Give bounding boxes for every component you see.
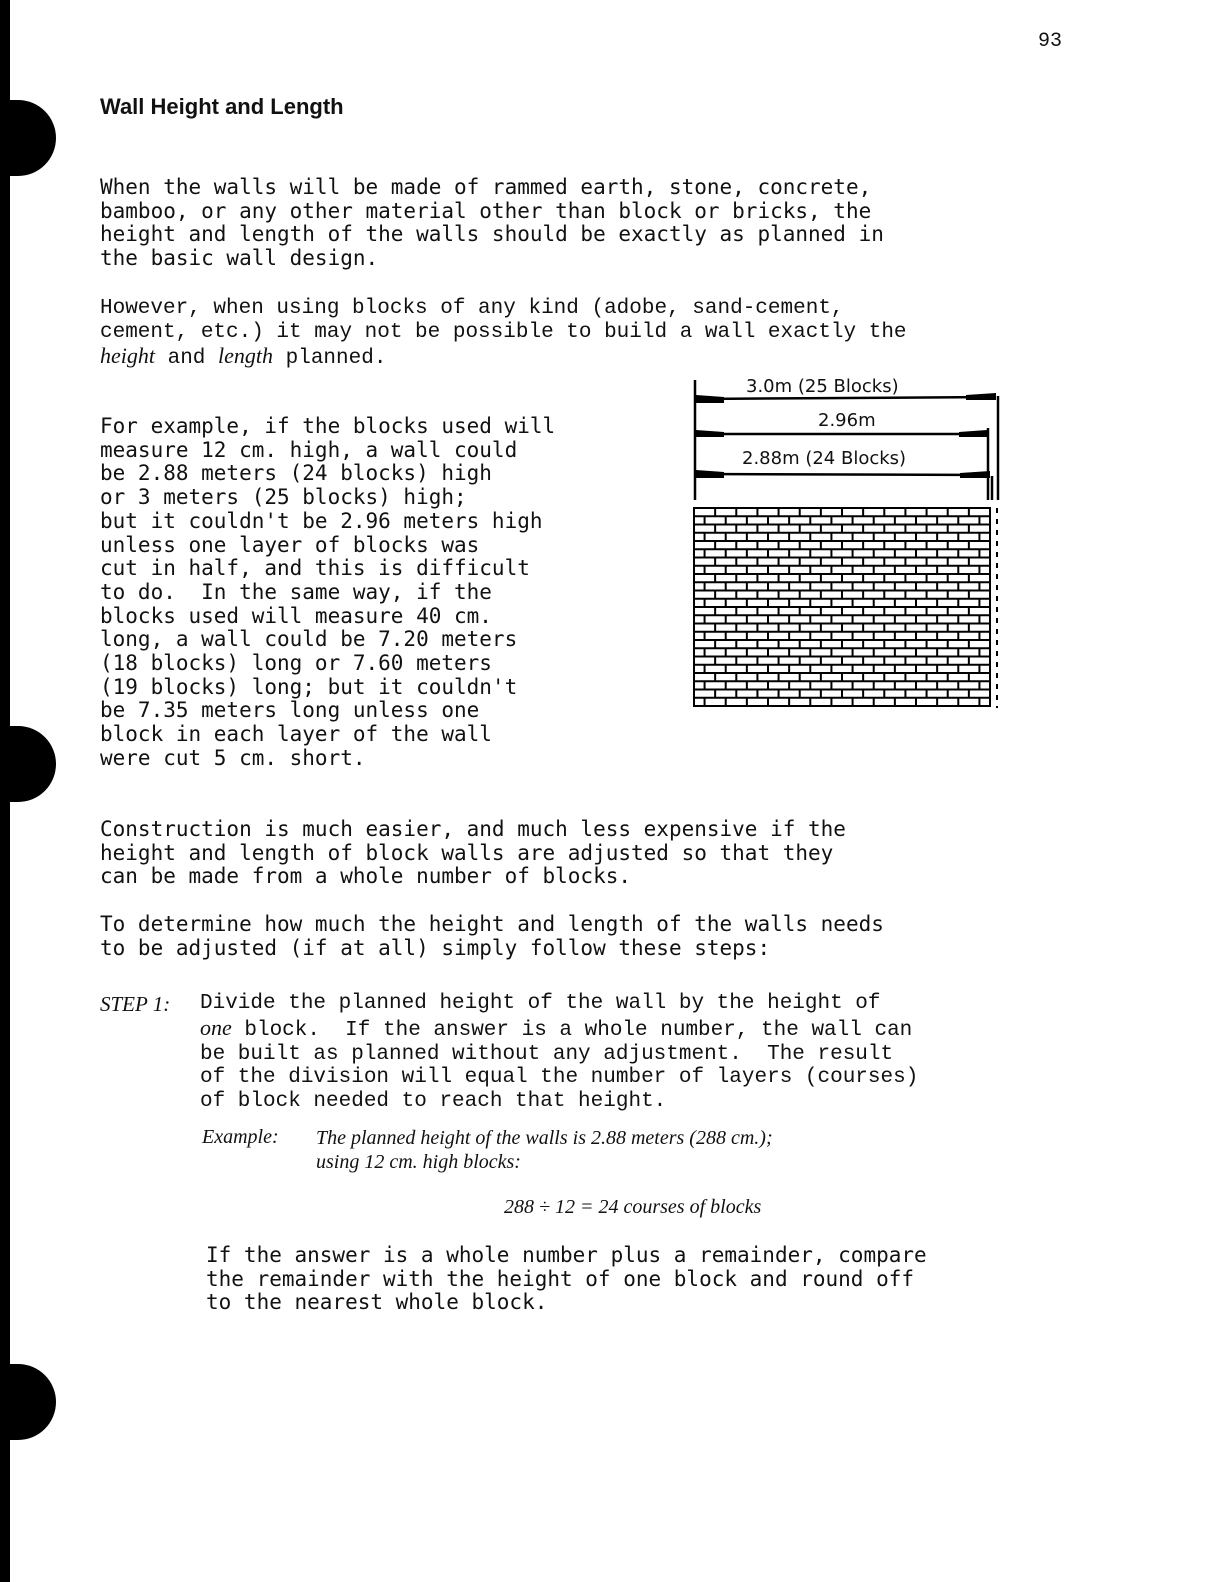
intro-paragraph: When the walls will be made of rammed earth, stone, concrete, bamboo, or any other material other than block or bricks, the height and length of the walls should be exactly as planned in the basic wall design. <box>100 175 884 271</box>
step-1-label: STEP 1: <box>100 992 171 1016</box>
punch-hole <box>0 100 56 176</box>
determine-paragraph: To determine how much the height and length of the walls needs to be adjusted (if at all) simply follow these steps: <box>100 912 884 960</box>
wall-height-diagram <box>690 372 1004 710</box>
one-term: one <box>200 1014 232 1040</box>
however-text: However, when using blocks of any kind (adobe, sand-cement, cement, etc.) it may not be possible to build a wall exactly the <box>100 297 907 344</box>
example-text: The planned height of the walls is 2.88 meters (288 cm.); using 12 cm. high blocks: <box>316 1127 773 1173</box>
punch-hole <box>0 1364 56 1440</box>
punch-hole <box>0 726 56 802</box>
block-wall <box>694 508 990 706</box>
equation: 288 ÷ 12 = 24 courses of blocks <box>504 1196 762 1218</box>
however-and: and <box>155 347 219 371</box>
dim-label-top: 3.0m (25 Blocks) <box>746 376 899 397</box>
length-term: length <box>218 343 274 369</box>
construction-paragraph: Construction is much easier, and much less expensive if the height and length of block walls are adjusted so that they can be made from a whole number of blocks. <box>100 817 846 889</box>
remainder-paragraph: If the answer is a whole number plus a remainder, compare the remainder with the height of one block and round off to the nearest whole block. <box>206 1243 927 1315</box>
dim-label-middle: 2.96m <box>818 410 876 431</box>
example-paragraph: For example, if the blocks used will measure 12 cm. high, a wall could be 2.88 meters (24 blocks) high or 3 meters (25 blocks) high; but it couldn't be 2.96 meters high unless one layer of blocks was cut in half, and this is difficult to do. In the same way, if the blocks used will measure 40 cm. long, a wall could be 7.20 meters (18 blocks) long or 7.60 meters (19 blocks) long; but it couldn't be 7.35 meters long unless one block in each layer of the wall were cut 5 cm. short. <box>100 414 556 770</box>
page-title: Wall Height and Length <box>100 94 344 119</box>
example-label: Example: <box>202 1126 279 1148</box>
dim-label-bottom: 2.88m (24 Blocks) <box>742 448 907 469</box>
step-1-rest: be built as planned without any adjustment. The result of the division will equal the number of layers (courses) of block needed to reach that height. <box>200 1042 919 1114</box>
page-number: 93 <box>1038 30 1063 53</box>
step-1-text <box>200 992 918 1114</box>
height-term: height <box>100 343 155 369</box>
however-paragraph <box>100 297 907 371</box>
step-1-line-1: Divide the planned height of the wall by the height of <box>200 992 881 1015</box>
however-end: planned. <box>273 347 387 371</box>
step-1-line-2: block. If the answer is a whole number, the wall can <box>231 1018 913 1042</box>
